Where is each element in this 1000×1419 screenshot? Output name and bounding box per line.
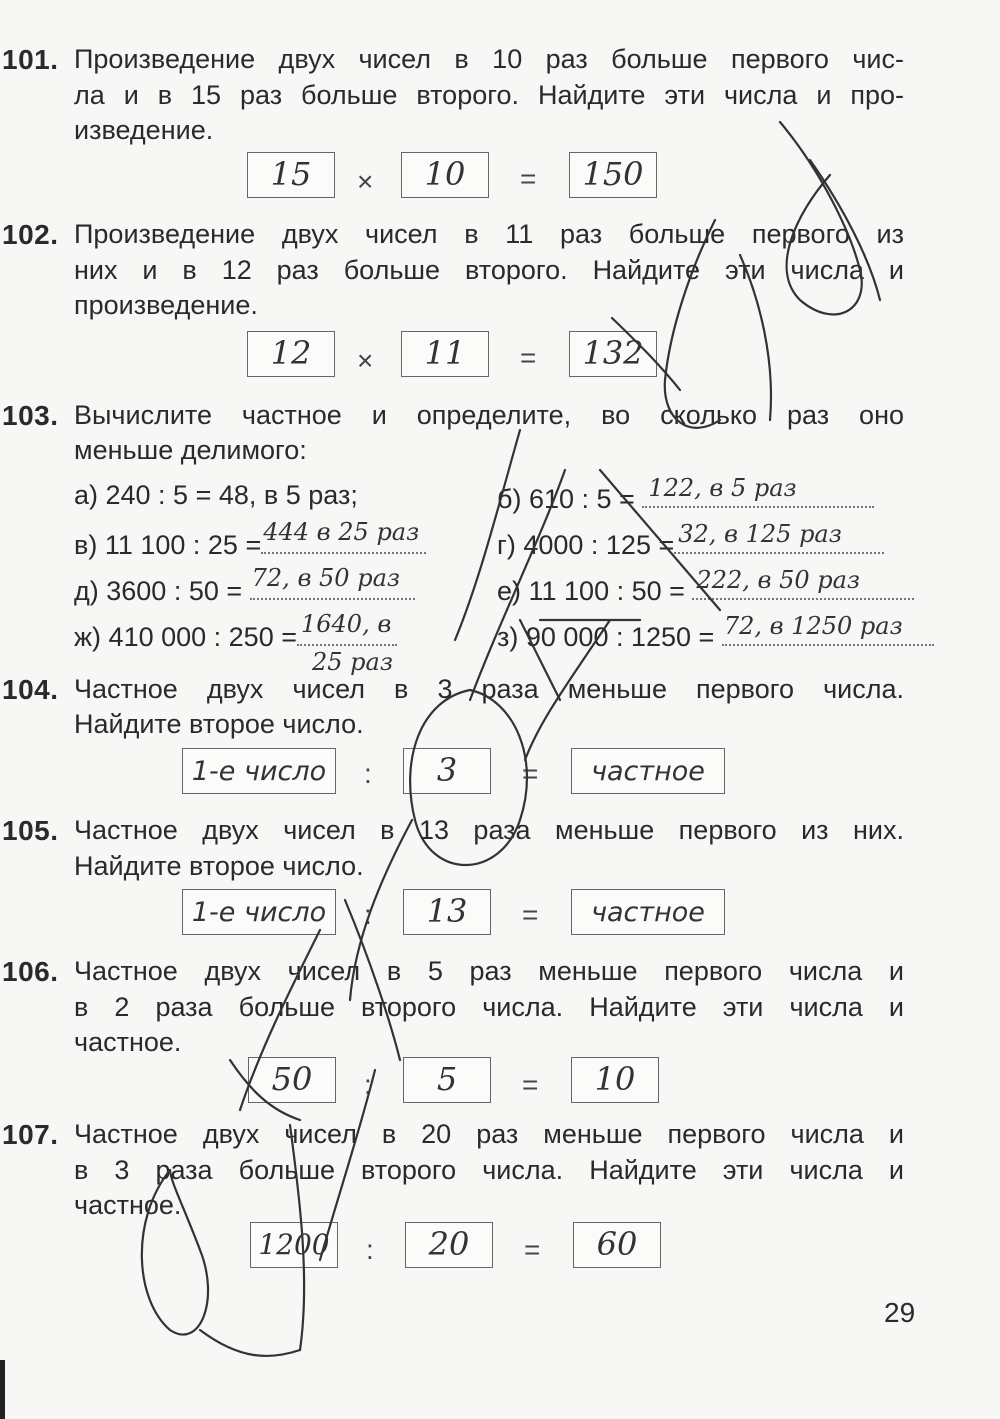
task-103-text-line: Вычислите частное и определите, во сколько раз оно bbox=[74, 400, 904, 430]
box-label: частное bbox=[591, 897, 705, 928]
box-label: частное bbox=[591, 756, 705, 787]
handwritten-answer: 10 bbox=[594, 1060, 636, 1098]
task-107-answer-box[interactable] bbox=[250, 1222, 338, 1268]
task-104-box-first-number bbox=[182, 748, 336, 794]
task-103-item-z bbox=[497, 612, 934, 653]
box-label: 1-е число bbox=[191, 756, 327, 787]
answer-line[interactable] bbox=[297, 610, 397, 646]
handwritten-answer: 444 в 25 раз bbox=[263, 518, 420, 546]
item-label: ж) 410 000 : 250 = bbox=[74, 622, 297, 652]
task-102-number: 102. bbox=[2, 219, 59, 250]
task-107-text-line: Частное двух чисел в 20 раз меньше первого числа и bbox=[74, 1119, 904, 1149]
handwritten-answer: 72, в 50 раз bbox=[251, 564, 400, 592]
task-105-number: 105. bbox=[2, 815, 59, 846]
task-105-box-quotient bbox=[571, 889, 725, 935]
multiply-sign: × bbox=[357, 166, 374, 197]
task-102-answer-box[interactable] bbox=[569, 331, 657, 377]
equals-sign: = bbox=[522, 1069, 539, 1100]
handwritten-answer: 122, в 5 раз bbox=[648, 474, 797, 502]
task-104-text-line: Частное двух чисел в 3 раза меньше первого числа. bbox=[74, 674, 904, 704]
item-label: е) 11 100 : 50 = bbox=[497, 576, 685, 606]
task-106-text-line: частное. bbox=[74, 1027, 182, 1057]
task-102-answer-box[interactable] bbox=[401, 331, 489, 377]
item-label: з) 90 000 : 1250 = bbox=[497, 622, 715, 652]
handwritten-answer: 132 bbox=[582, 334, 644, 372]
handwritten-answer: 5 bbox=[436, 1060, 458, 1098]
answer-line[interactable] bbox=[261, 518, 426, 554]
handwritten-answer: 12 bbox=[270, 334, 312, 372]
task-105-answer-box[interactable] bbox=[403, 889, 491, 935]
handwritten-answer: 1640, в bbox=[300, 610, 392, 638]
equals-sign: = bbox=[520, 163, 537, 194]
task-101-answer-box[interactable] bbox=[569, 152, 657, 198]
scribble-stroke bbox=[665, 220, 720, 428]
handwritten-answer: 72, в 1250 раз bbox=[723, 612, 903, 640]
handwritten-answer: 222, в 50 раз bbox=[696, 566, 861, 594]
answer-line[interactable] bbox=[722, 612, 934, 646]
page-number: 29 bbox=[884, 1297, 916, 1328]
task-102-text-line: Произведение двух чисел в 11 раз больше первого из bbox=[74, 219, 904, 249]
task-103-number: 103. bbox=[2, 400, 59, 431]
task-101-answer-box[interactable] bbox=[247, 152, 335, 198]
equals-sign: = bbox=[522, 758, 539, 789]
task-107-answer-box[interactable] bbox=[573, 1222, 661, 1268]
box-label: 1-е число bbox=[191, 897, 327, 928]
divide-sign: : bbox=[364, 899, 372, 930]
task-104-text-line: Найдите второе число. bbox=[74, 709, 364, 739]
handwritten-answer: 13 bbox=[426, 892, 468, 930]
task-102-text-line: них и в 12 раз больше второго. Найдите эти числа и bbox=[74, 255, 904, 285]
task-107-text-line: в 3 раза больше второго числа. Найдите эти числа и bbox=[74, 1155, 904, 1185]
handwritten-answer: 150 bbox=[582, 155, 644, 193]
task-106-text-line: в 2 раза больше второго числа. Найдите эти числа и bbox=[74, 992, 904, 1022]
task-104-number: 104. bbox=[2, 674, 59, 705]
equals-sign: = bbox=[520, 342, 537, 373]
page-binding-edge bbox=[0, 1360, 5, 1419]
task-107-text-line: частное. bbox=[74, 1190, 182, 1220]
divide-sign: : bbox=[364, 1069, 372, 1100]
handwritten-answer: 32, в 125 раз bbox=[678, 520, 842, 548]
task-101-text-line: ла и в 15 раз больше второго. Найдите эти числа и про- bbox=[74, 80, 904, 110]
task-101-answer-box[interactable] bbox=[401, 152, 489, 198]
scribble-stroke bbox=[200, 1330, 300, 1356]
task-102-answer-box[interactable] bbox=[247, 331, 335, 377]
handwritten-answer: 3 bbox=[436, 751, 458, 789]
handwritten-answer: 60 bbox=[596, 1225, 638, 1263]
handwritten-answer-continued: 25 раз bbox=[312, 648, 393, 676]
task-103-item-a: а) 240 : 5 = 48, в 5 раз; bbox=[74, 480, 358, 510]
equals-sign: = bbox=[522, 899, 539, 930]
task-106-answer-box[interactable] bbox=[248, 1057, 336, 1103]
task-103-item-d bbox=[74, 564, 415, 607]
task-101-text-line: изведение. bbox=[74, 115, 214, 145]
answer-line[interactable] bbox=[642, 474, 874, 508]
handwritten-answer: 15 bbox=[270, 155, 312, 193]
equals-sign: = bbox=[524, 1234, 541, 1265]
item-label: в) 11 100 : 25 = bbox=[74, 530, 262, 560]
task-101-text-line: Произведение двух чисел в 10 раз больше первого чис- bbox=[74, 44, 904, 74]
answer-line[interactable] bbox=[250, 564, 415, 600]
divide-sign: : bbox=[366, 1234, 374, 1265]
divide-sign: : bbox=[364, 758, 372, 789]
task-107-number: 107. bbox=[2, 1119, 59, 1150]
task-106-text-line: Частное двух чисел в 5 раз меньше первого числа и bbox=[74, 956, 904, 986]
task-103-item-e bbox=[497, 566, 914, 607]
task-105-text-line: Найдите второе число. bbox=[74, 851, 364, 881]
handwritten-answer: 1200 bbox=[258, 1228, 330, 1261]
task-101-number: 101. bbox=[2, 44, 59, 75]
task-106-answer-box[interactable] bbox=[571, 1057, 659, 1103]
task-105-box-first-number bbox=[182, 889, 336, 935]
task-106-number: 106. bbox=[2, 956, 59, 987]
task-103-item-b bbox=[497, 474, 874, 515]
multiply-sign: × bbox=[357, 345, 374, 376]
task-103-text-line: меньше делимого: bbox=[74, 435, 307, 465]
item-label: г) 4000 : 125 = bbox=[497, 530, 675, 560]
task-103-item-g bbox=[497, 520, 884, 561]
task-102-text-line: произведение. bbox=[74, 290, 258, 320]
answer-line[interactable] bbox=[674, 520, 884, 554]
handwritten-answer: 50 bbox=[271, 1060, 313, 1098]
answer-line[interactable] bbox=[692, 566, 914, 600]
handwritten-answer: 11 bbox=[424, 334, 466, 372]
task-106-answer-box[interactable] bbox=[403, 1057, 491, 1103]
handwritten-answer: 20 bbox=[428, 1225, 470, 1263]
task-105-text-line: Частное двух чисел в 13 раза меньше первого из них. bbox=[74, 815, 904, 845]
item-label: д) 3600 : 50 = bbox=[74, 576, 243, 606]
handwritten-answer: 10 bbox=[424, 155, 466, 193]
task-104-answer-box[interactable] bbox=[403, 748, 491, 794]
task-104-box-quotient bbox=[571, 748, 725, 794]
task-103-item-v bbox=[74, 518, 426, 561]
task-107-answer-box[interactable] bbox=[405, 1222, 493, 1268]
item-label: б) 610 : 5 = bbox=[497, 484, 635, 514]
